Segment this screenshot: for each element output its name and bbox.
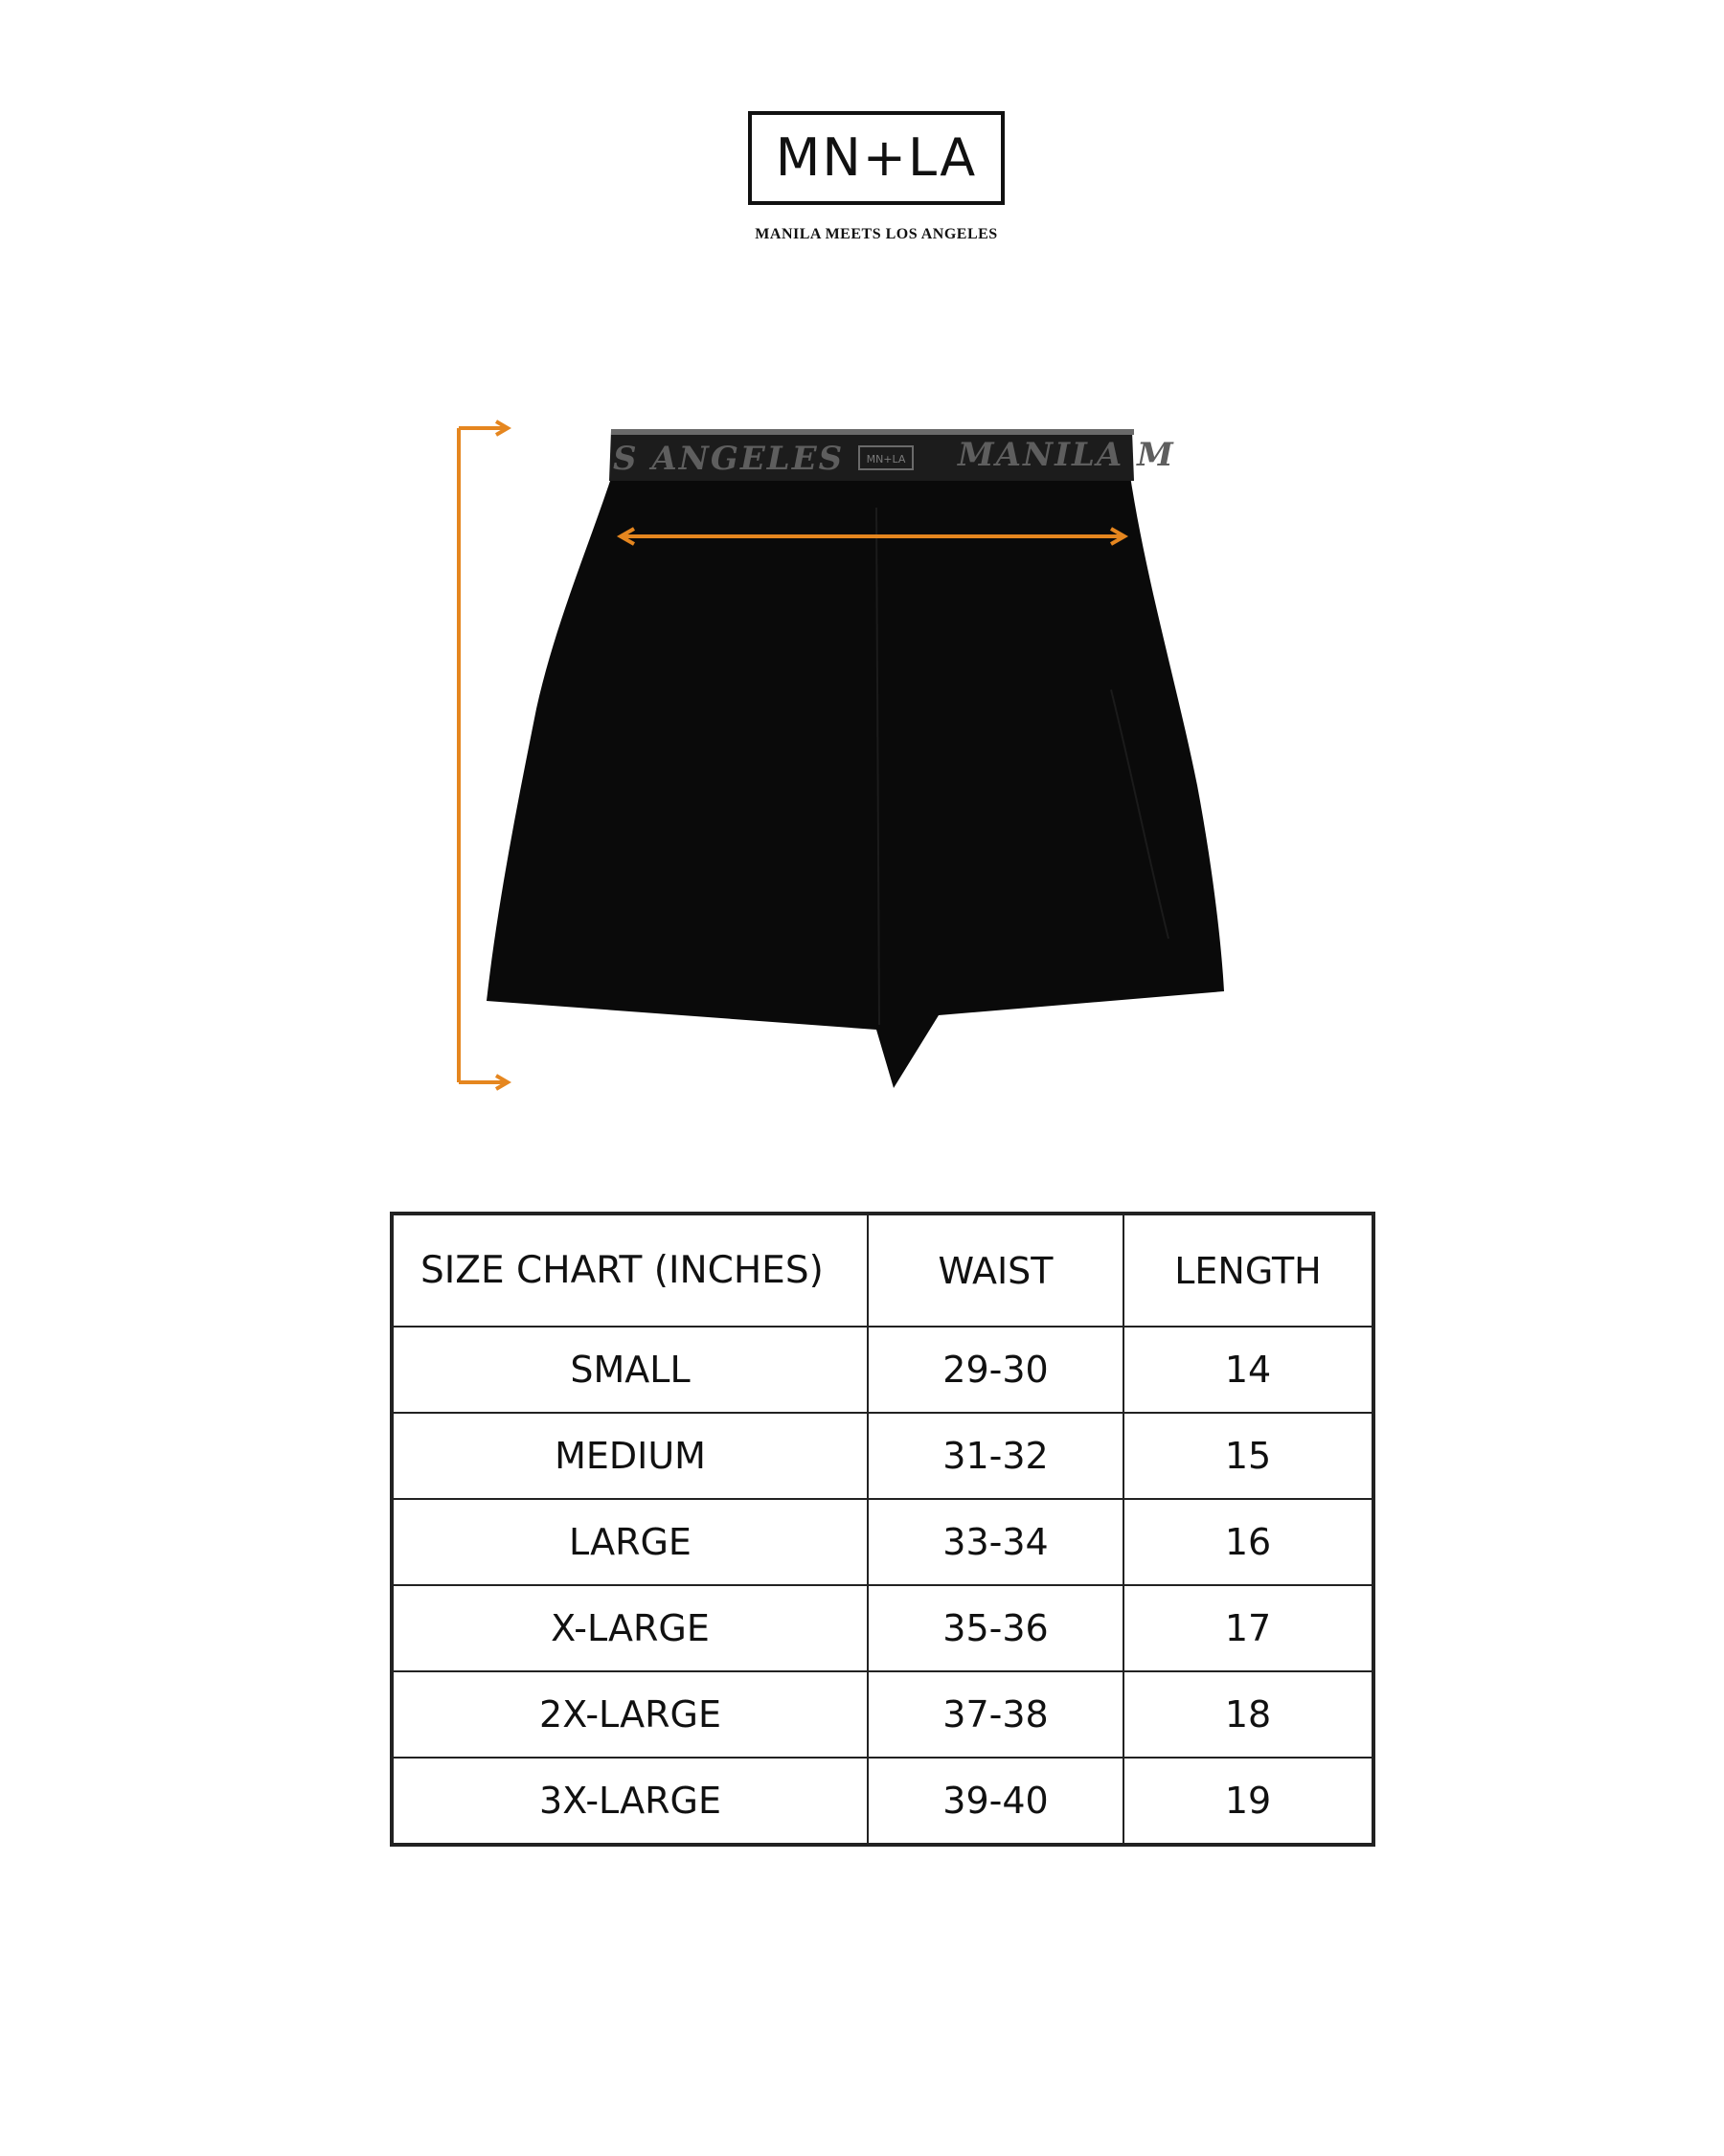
waistband-text-right: MANILA M	[958, 436, 1175, 474]
waist-value: 29-30	[868, 1327, 1123, 1413]
size-label: MEDIUM	[392, 1413, 868, 1499]
waist-value: 33-34	[868, 1499, 1123, 1585]
shorts-measurement-diagram	[441, 402, 1303, 1111]
brand-logo-text: MN+LA	[775, 127, 978, 188]
length-value: 17	[1123, 1585, 1373, 1671]
header-waist: WAIST	[868, 1214, 1123, 1327]
length-value: 19	[1123, 1758, 1373, 1845]
table-row	[392, 1671, 1373, 1758]
brand-logo	[748, 111, 1005, 205]
waist-value: 39-40	[868, 1758, 1123, 1845]
shorts-body	[487, 469, 1224, 1088]
table-row	[392, 1413, 1373, 1499]
length-value: 14	[1123, 1327, 1373, 1413]
brand-tagline: MANILA MEETS LOS ANGELES	[755, 226, 998, 242]
waistband-text-left: S ANGELES	[613, 440, 845, 478]
header-length: LENGTH	[1123, 1214, 1373, 1327]
size-label: SMALL	[392, 1327, 868, 1413]
size-label: X-LARGE	[392, 1585, 868, 1671]
length-value: 18	[1123, 1671, 1373, 1758]
size-chart-header-row	[392, 1214, 1373, 1327]
table-row	[392, 1758, 1373, 1845]
size-label: 2X-LARGE	[392, 1671, 868, 1758]
length-value: 15	[1123, 1413, 1373, 1499]
length-value: 16	[1123, 1499, 1373, 1585]
table-row	[392, 1585, 1373, 1671]
waist-value: 37-38	[868, 1671, 1123, 1758]
size-label: LARGE	[392, 1499, 868, 1585]
waistband-badge-text: MN+LA	[866, 453, 906, 465]
table-row	[392, 1499, 1373, 1585]
size-chart-table	[390, 1212, 1375, 1847]
size-label: 3X-LARGE	[392, 1758, 868, 1845]
table-row	[392, 1327, 1373, 1413]
waist-value: 35-36	[868, 1585, 1123, 1671]
header-size-chart: SIZE CHART (INCHES)	[392, 1214, 868, 1327]
waist-value: 31-32	[868, 1413, 1123, 1499]
